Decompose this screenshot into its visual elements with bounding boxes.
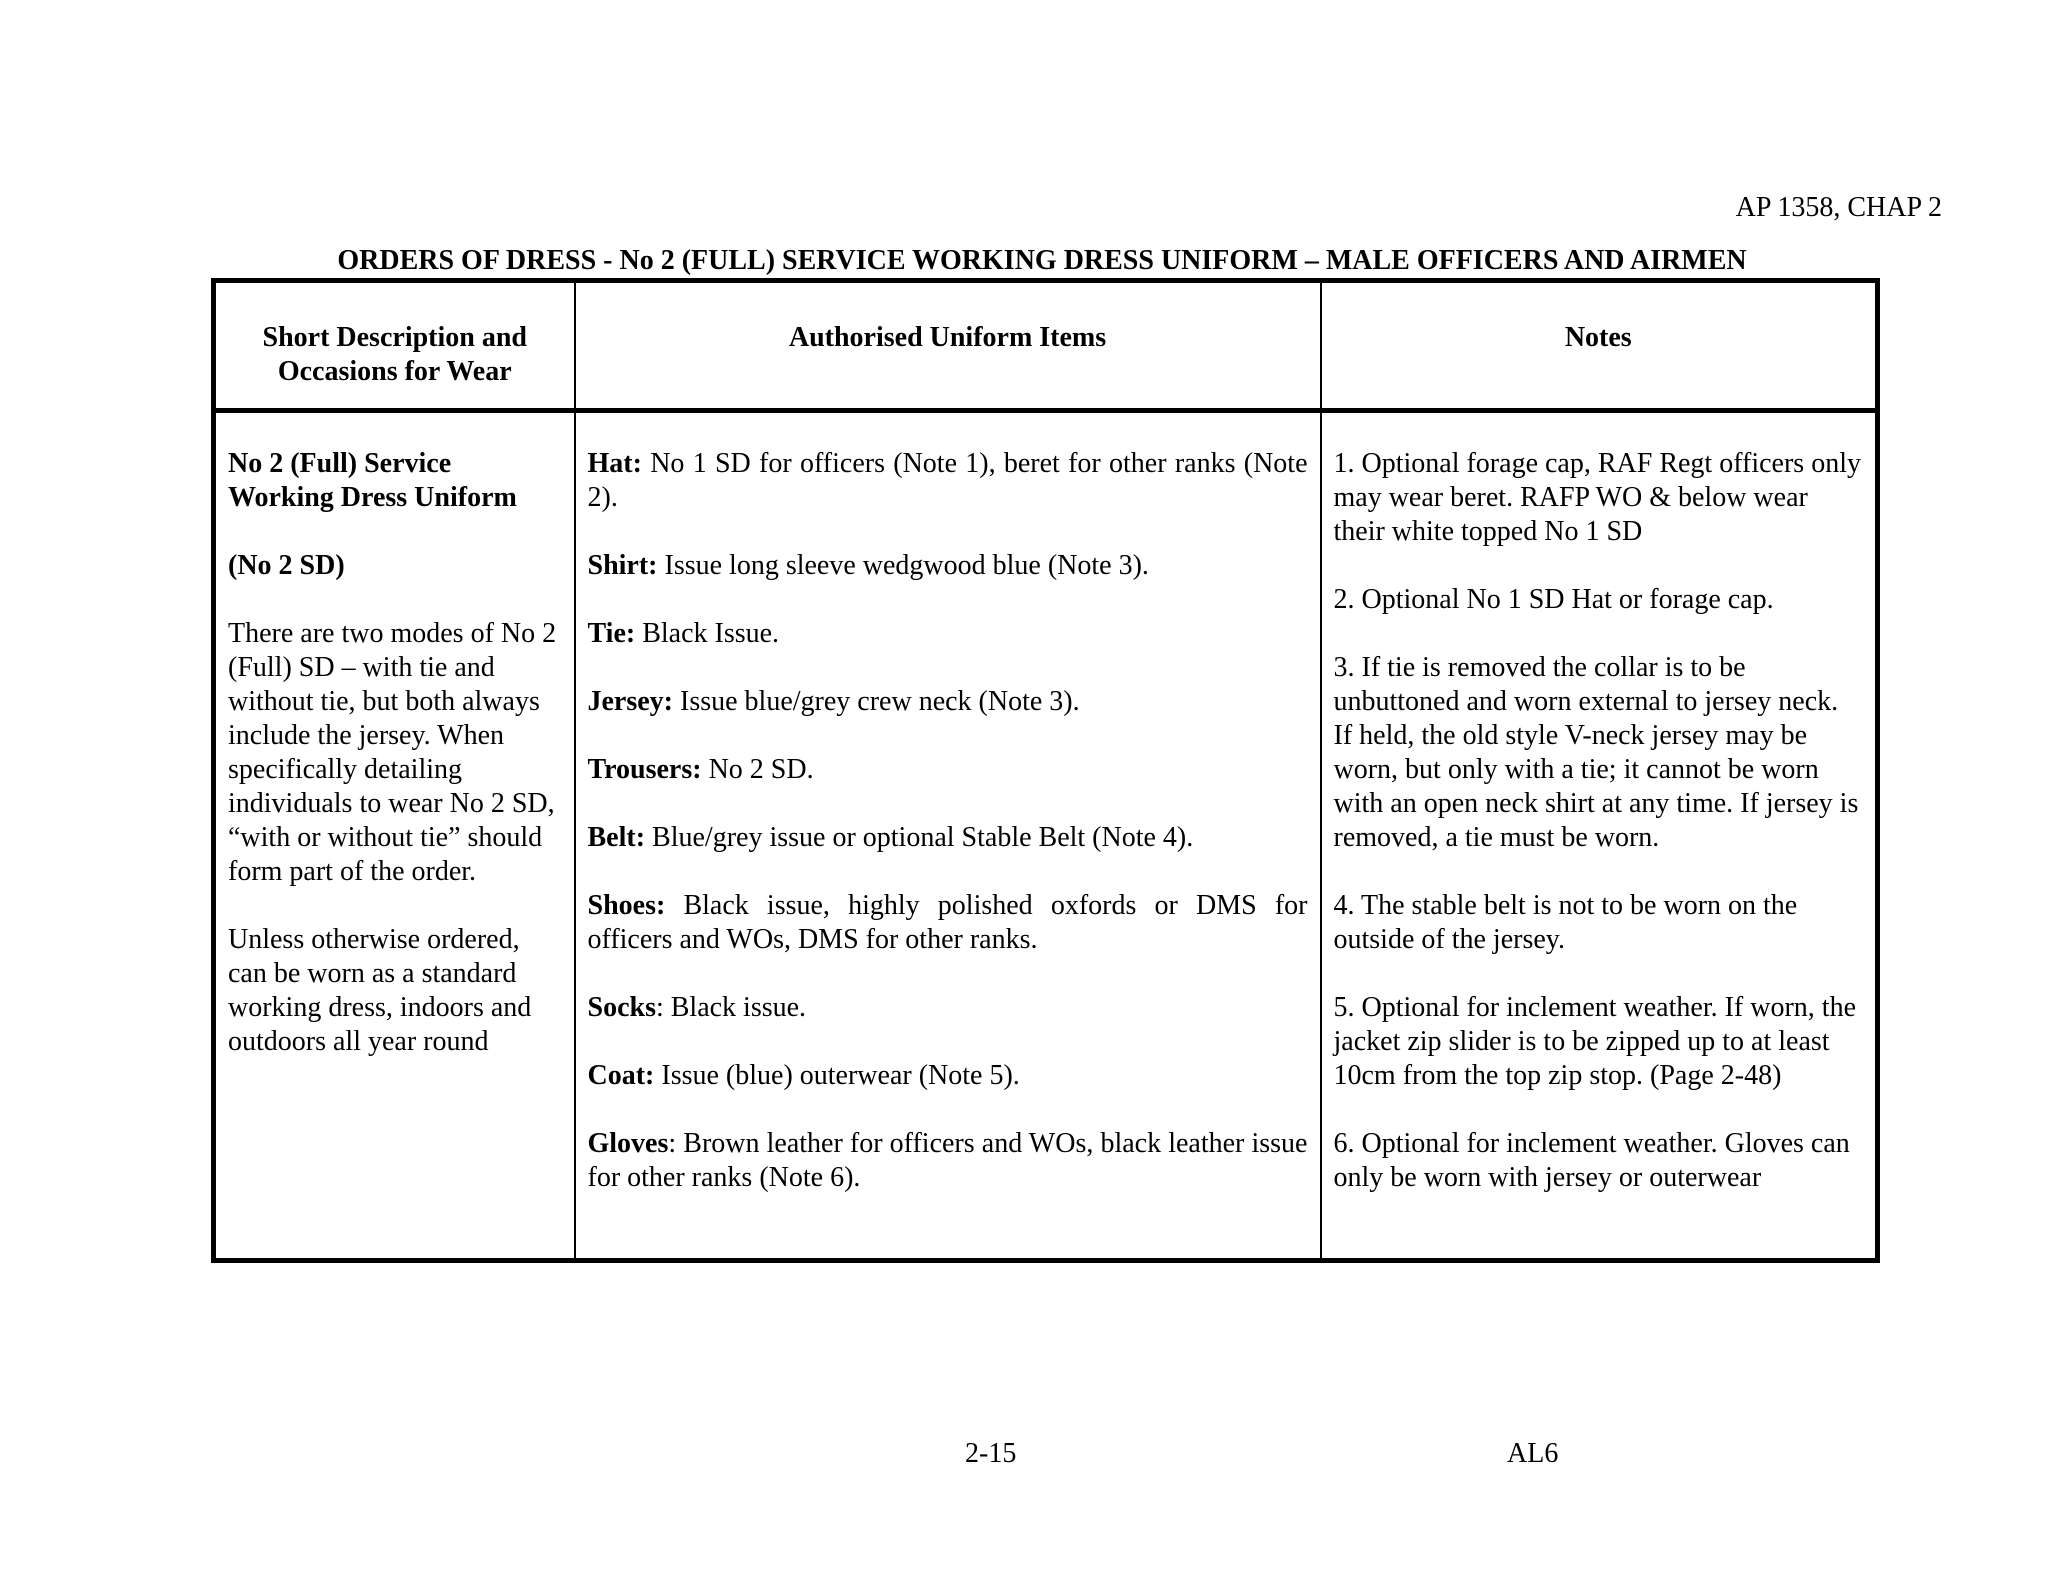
note-item: 2. Optional No 1 SD Hat or forage cap.	[1333, 584, 1774, 615]
item-label: Tie:	[587, 618, 636, 649]
item-label: Trousers:	[587, 754, 702, 785]
table-header-row	[214, 281, 1878, 411]
item-gloves	[588, 1127, 1308, 1195]
item-text: : Brown leather for officers and WOs, black leather issue for other ranks (Note 6).	[587, 1128, 1308, 1193]
item-label: Gloves	[587, 1128, 669, 1159]
item-label: Shoes:	[587, 890, 666, 921]
items-cell	[575, 411, 1321, 1261]
document-title: ORDERS OF DRESS - No 2 (FULL) SERVICE WORKING DRESS UNIFORM – MALE OFFICERS AND AIRMEN	[337, 245, 1747, 276]
item-shirt	[588, 549, 1308, 583]
item-trousers	[588, 753, 1308, 787]
item-socks	[588, 991, 1308, 1025]
item-text: Black issue, highly polished oxfords or DMS for officers and WOs, DMS for other ranks.	[587, 890, 1308, 955]
item-text: Issue (blue) outerwear (Note 5).	[654, 1060, 1020, 1091]
amendment-list: AL6	[1507, 1438, 1559, 1469]
item-hat	[588, 447, 1308, 515]
column-header-items: Authorised Uniform Items	[575, 281, 1321, 411]
orders-of-dress-table	[211, 278, 1880, 1263]
column-header-description: Short Description and Occasions for Wear	[214, 281, 575, 411]
description-short: (No 2 SD)	[228, 550, 345, 581]
item-label: Coat:	[587, 1060, 655, 1091]
item-coat	[588, 1059, 1308, 1093]
note-item: 5. Optional for inclement weather. If worn, the jacket zip slider is to be zipped up to at least 10cm from the top zip stop. (Page 2-48)	[1333, 992, 1856, 1091]
description-paragraph: There are two modes of No 2 (Full) SD – with tie and without tie, but both always include the jersey. When specifically detailing individuals to wear No 2 SD, “with or without tie” should form part of the order.	[228, 618, 557, 887]
item-label: Jersey:	[587, 686, 674, 717]
item-text: Issue long sleeve wedgwood blue (Note 3).	[657, 550, 1149, 581]
item-label: Belt:	[587, 822, 646, 853]
item-text: Issue blue/grey crew neck (Note 3).	[673, 686, 1080, 717]
description-paragraph: Unless otherwise ordered, can be worn as a standard working dress, indoors and outdoors all year round	[228, 924, 532, 1057]
item-label: Shirt:	[587, 550, 658, 581]
item-label: Hat:	[587, 448, 642, 479]
column-header-notes: Notes	[1321, 281, 1878, 411]
page-number: 2-15	[965, 1438, 1017, 1469]
item-belt	[588, 821, 1308, 855]
item-text: No 2 SD.	[701, 754, 814, 785]
table-row	[214, 411, 1878, 1261]
page-reference: AP 1358, CHAP 2	[1735, 192, 1942, 223]
note-item: 3. If tie is removed the collar is to be unbuttoned and worn external to jersey neck. If held, the old style V-neck jersey may be worn, but only with a tie; it cannot be worn with an open neck shirt at any time. If jersey is removed, a tie must be worn.	[1333, 652, 1859, 853]
note-item: 6. Optional for inclement weather. Gloves can only be worn with jersey or outerwear	[1333, 1128, 1850, 1193]
item-text: Blue/grey issue or optional Stable Belt (Note 4).	[645, 822, 1194, 853]
item-text: : Black issue.	[655, 992, 807, 1023]
description-title: No 2 (Full) Service Working Dress Uniform	[228, 448, 517, 513]
item-text: No 1 SD for officers (Note 1), beret for other ranks (Note 2).	[587, 448, 1308, 513]
note-item: 4. The stable belt is not to be worn on the outside of the jersey.	[1333, 890, 1798, 955]
notes-cell	[1321, 411, 1878, 1261]
item-text: Black Issue.	[635, 618, 780, 649]
note-item: 1. Optional forage cap, RAF Regt officers only may wear beret. RAFP WO & below wear their white topped No 1 SD	[1333, 448, 1861, 547]
item-shoes	[588, 889, 1308, 957]
description-cell	[214, 411, 575, 1261]
item-label: Socks	[587, 992, 656, 1023]
item-tie	[588, 617, 1308, 651]
item-jersey	[588, 685, 1308, 719]
